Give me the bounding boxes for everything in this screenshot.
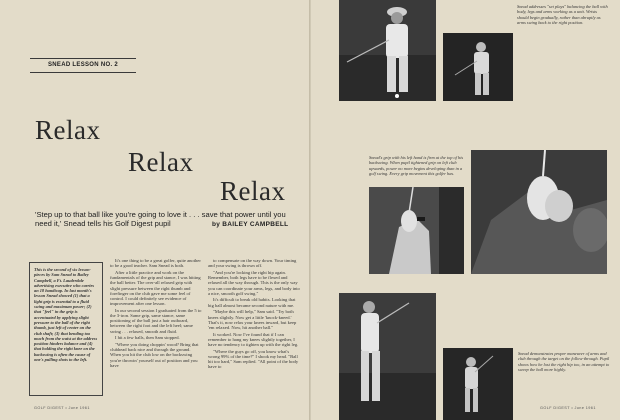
- lesson-label: SNEAD LESSON NO. 2: [30, 58, 136, 73]
- photo-grip-top: [369, 187, 464, 274]
- footer-left: GOLF DIGEST • June 1961: [34, 406, 90, 410]
- paragraph: It's difficult to break old habits. Looking that big ball almost became second nature with me.: [208, 297, 296, 308]
- caption-bottom: Snead demonstrates proper maneuver of arms and club through the target on the follow-through. Pupil shows how he lost the right hip too, in an attempt to sweep the ball more highly.: [518, 351, 610, 372]
- photo-address-position: [339, 0, 436, 101]
- byline: by BAILEY CAMPBELL: [212, 221, 289, 228]
- paragraph: I hit a few balls, then Sam stopped.: [115, 335, 180, 341]
- paragraph: "Maybe this will help," Sam said. "Try both knees slightly. Now get a little 'knock-kneed.' That's it, now relax your knees inward, but keep 'em relaxed. Now, hit another ball.": [208, 309, 297, 330]
- photo-follow-through: [339, 293, 436, 420]
- inset-text: This is the second of six lesson-pieces by Sam Snead to Bailey Campbell, a Ft. Lauderdale advertising executive who carries an 18 handicap. In last month's lesson Snead showed (1) that a light grip is essential to a fluid swing and maximum power; (2) that "feel" in the grip is accentuated by applying slight pressure to the ball of the right thumb, just left of center on the club shaft; (3) that bending too much from the waist at the address position hinders balance and (4) that holding the right knee on the backswing is often the cause of one's pulling shots to the left.: [34, 267, 98, 363]
- article-deck: 'Step up to that ball like you're going to love it . . . save that power until you need it,' Snead tells his Golf Digest pupil: [35, 210, 286, 228]
- caption-top: Snead addresses "set plays" balancing the ball with body, legs and arms working as a unit. Wrists should begin gradually, rather than abruptly as arms swing back to the right position.: [517, 4, 608, 25]
- photo-grip-closeup: [471, 150, 607, 274]
- footer-right: GOLF DIGEST • June 1961: [540, 406, 596, 410]
- paragraph: It worked. Now I've found that if I can remember to hang my knees slightly together, I have no tendency to tighten up with the right leg.: [208, 331, 299, 348]
- headline-word-1: Relax: [35, 115, 101, 145]
- headline-word-3: Relax: [220, 176, 286, 206]
- body-column-2: [208, 258, 300, 398]
- page-gutter: [309, 0, 311, 420]
- intro-inset-box: [29, 262, 103, 396]
- photo-pupil-backswing: [443, 33, 513, 101]
- paragraph: to compensate on the way down. Your timing and your swing is thrown off.: [208, 258, 297, 269]
- caption-middle: Snead's grip with his left hand is firm at the top of his backswing. When pupil tightened grip on left club upwards, power no more begins developing than in a golf swing. Every grip movement this golfer has.: [369, 155, 464, 176]
- paragraph: After a little practice and work on the fundamentals of the grip and stance, I was hitting the ball better. The over-all relaxed grip with slight pressure between the right thumb and forefinger on the club gave me some feel of control. I could definitely see evidence of improvement after one lesson.: [110, 269, 201, 307]
- photo-pupil-follow-through: [443, 348, 513, 420]
- paragraph: "And you're locking the right hip again. Remember, both legs have to be flexed and relaxed all the way through. This is the only way you can coordinate your arms, legs, and body into a nice, smooth golf swing.": [208, 269, 300, 296]
- paragraph: "Where you doing choppin' wood? Bring that clubhead back nice and through the ground. When you hit the club low on the backswing you're throwin' yourself out of position and you have: [110, 342, 199, 368]
- paragraph: In our second session I graduated from the 5 to the 3-iron. Same grip, same stance, same positioning of the ball just a hair outboard, between the right foot and the left heel; same swing . . . relaxed, smooth and fluid.: [110, 307, 202, 334]
- paragraph: "Where the guys go off, you know what's wrong 99% of the time?" I shook my head. "Ball hit too hard," Sam replied. "All point of the body have to: [208, 348, 299, 370]
- paragraph: It's one thing to be a great golfer, quite another to be a good teacher. Sam Snead is both.: [110, 258, 201, 269]
- body-column-1: [110, 258, 202, 398]
- headline-word-2: Relax: [128, 147, 194, 177]
